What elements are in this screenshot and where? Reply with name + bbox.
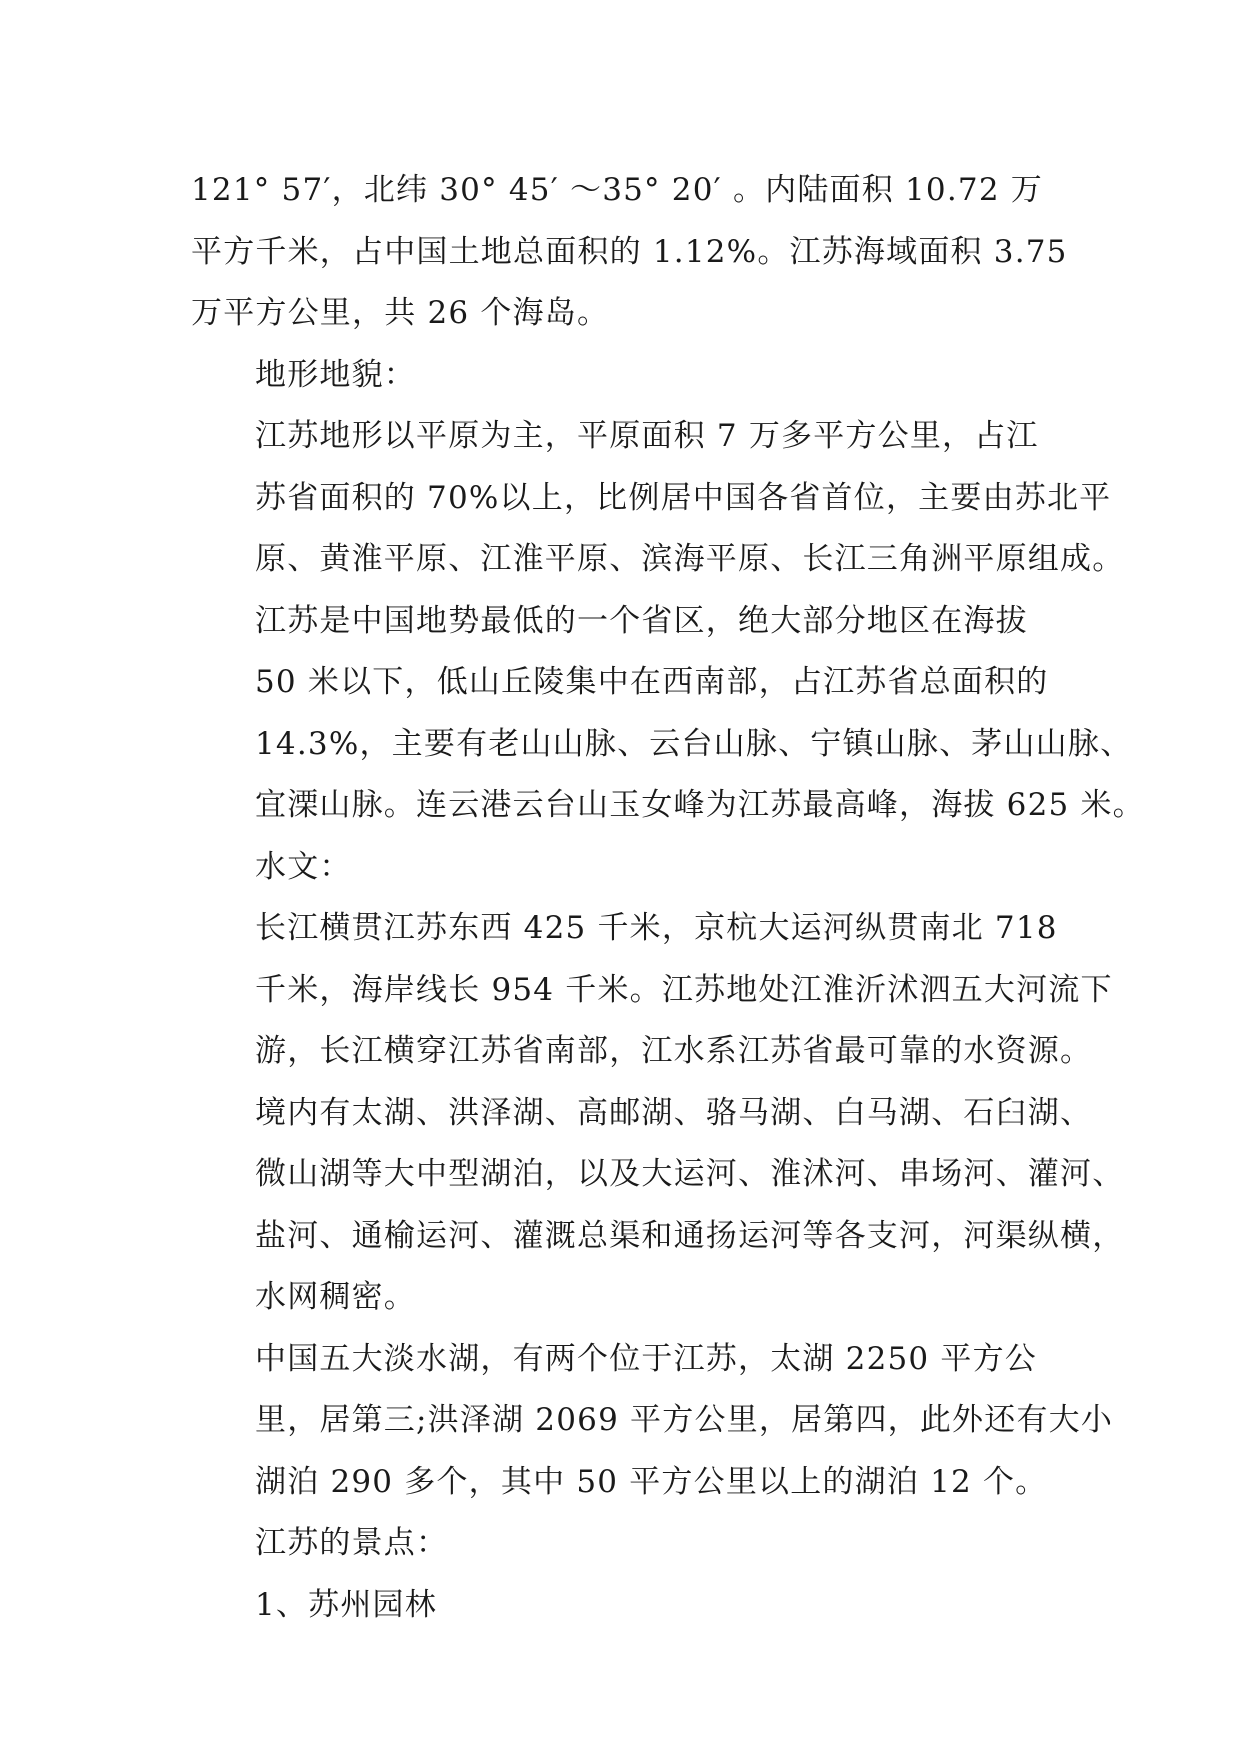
text-line: 盐河、通榆运河、灌溉总渠和通扬运河等各支河，河渠纵横， bbox=[255, 1217, 1125, 1254]
text-line: 里，居第三;洪泽湖 2069 平方公里，居第四，此外还有大小 bbox=[255, 1402, 1114, 1438]
list-item-attraction-1 bbox=[191, 1575, 1071, 1637]
text-line: 苏省面积的 70%以上，比例居中国各省首位，主要由苏北平 bbox=[255, 479, 1112, 516]
text-line: 境内有太湖、洪泽湖、高邮湖、骆马湖、白马湖、石臼湖、 bbox=[255, 1094, 1093, 1131]
text-line: 江苏的景点： bbox=[255, 1525, 449, 1561]
text-line: 121° 57′，北纬 30° 45′ ～35° 20′ 。内陆面积 10.72 万 bbox=[191, 172, 1043, 208]
section-heading-hydrology bbox=[191, 837, 1071, 899]
text-line: 14.3%，主要有老山山脉、云台山脉、宁镇山脉、茅山山脉、 bbox=[255, 725, 1133, 762]
text-line: 游，长江横穿江苏省南部，江水系江苏省最可靠的水资源。 bbox=[255, 1033, 1093, 1069]
paragraph-terrain-elevation bbox=[191, 591, 1145, 837]
text-line: 长江横贯江苏东西 425 千米，京杭大运河纵贯南北 718 bbox=[255, 910, 1058, 946]
text-line: 千米，海岸线长 954 千米。江苏地处江淮沂沭泗五大河流下 bbox=[255, 971, 1113, 1008]
text-line: 水文： bbox=[255, 848, 352, 885]
section-heading-attractions bbox=[191, 1513, 1071, 1575]
text-line: 万平方公里，共 26 个海岛。 bbox=[191, 295, 610, 331]
text-line: 微山湖等大中型湖泊，以及大运河、淮沭河、串场河、灌河、 bbox=[255, 1156, 1125, 1192]
paragraph-hydrology-lakes bbox=[191, 1329, 1114, 1514]
text-line: 水网稠密。 bbox=[255, 1279, 416, 1315]
text-line: 湖泊 290 多个，其中 50 平方公里以上的湖泊 12 个。 bbox=[255, 1463, 1048, 1500]
text-line: 江苏是中国地势最低的一个省区，绝大部分地区在海拔 bbox=[255, 602, 1028, 639]
text-line: 平方千米，占中国土地总面积的 1.12%。江苏海域面积 3.75 bbox=[191, 233, 1068, 270]
text-line: 地形地貌： bbox=[255, 356, 416, 393]
text-line: 50 米以下，低山丘陵集中在西南部，占江苏省总面积的 bbox=[255, 664, 1049, 700]
text-line: 1、苏州园林 bbox=[255, 1586, 437, 1623]
document-body bbox=[191, 160, 1145, 1636]
text-line: 江苏地形以平原为主，平原面积 7 万多平方公里，占江 bbox=[255, 418, 1039, 454]
text-line: 宜溧山脉。连云港云台山玉女峰为江苏最高峰，海拔 625 米。 bbox=[255, 787, 1145, 823]
section-heading-terrain bbox=[191, 345, 1071, 407]
paragraph-hydrology-rivers bbox=[191, 898, 1125, 1329]
text-line: 中国五大淡水湖，有两个位于江苏，太湖 2250 平方公 bbox=[255, 1340, 1037, 1377]
text-line: 原、黄淮平原、江淮平原、滨海平原、长江三角洲平原组成。 bbox=[255, 541, 1125, 577]
paragraph-terrain-plains bbox=[191, 406, 1125, 591]
paragraph-intro-continued bbox=[191, 160, 1071, 345]
